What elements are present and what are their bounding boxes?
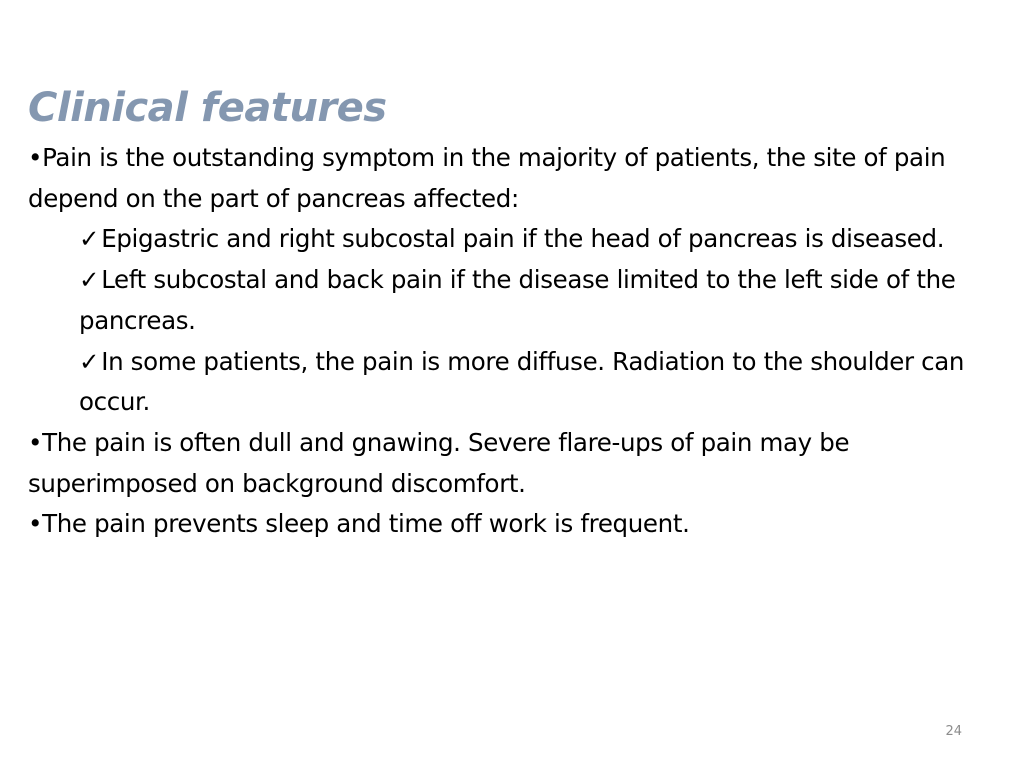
checkmark-icon: ✓	[79, 346, 100, 376]
bullet-icon: •	[28, 427, 43, 457]
check-text: In some patients, the pain is more diffuse. Radiation to the shoulder can occur.	[79, 346, 965, 417]
checkmark-icon: ✓	[79, 224, 100, 254]
bullet-text: The pain prevents sleep and time off work is frequent.	[42, 509, 690, 539]
page-number: 24	[945, 724, 962, 739]
bullet-text: Pain is the outstanding symptom in the majority of patients, the site of pain depend on the part of pancreas affected:	[28, 143, 946, 213]
slide-content	[28, 138, 1003, 545]
check-item-diffuse	[79, 342, 1003, 423]
bullet-icon: •	[28, 143, 43, 172]
check-text: Epigastric and right subcostal pain if the head of pancreas is diseased.	[101, 224, 945, 254]
check-item-left-subcostal	[79, 260, 1003, 341]
check-text: Left subcostal and back pain if the disease limited to the left side of the pancreas.	[79, 265, 956, 335]
bullet-item-sleep	[28, 504, 1003, 545]
checkmark-icon: ✓	[79, 265, 100, 295]
bullet-text: The pain is often dull and gnawing. Severe flare-ups of pain may be superimposed on background discomfort.	[28, 427, 850, 498]
bullet-icon: •	[28, 509, 43, 539]
bullet-item-pain-symptom	[28, 138, 1003, 219]
slide-title: Clinical features	[28, 85, 387, 131]
bullet-item-dull-gnawing	[28, 423, 1003, 504]
check-item-epigastric	[79, 219, 1003, 260]
